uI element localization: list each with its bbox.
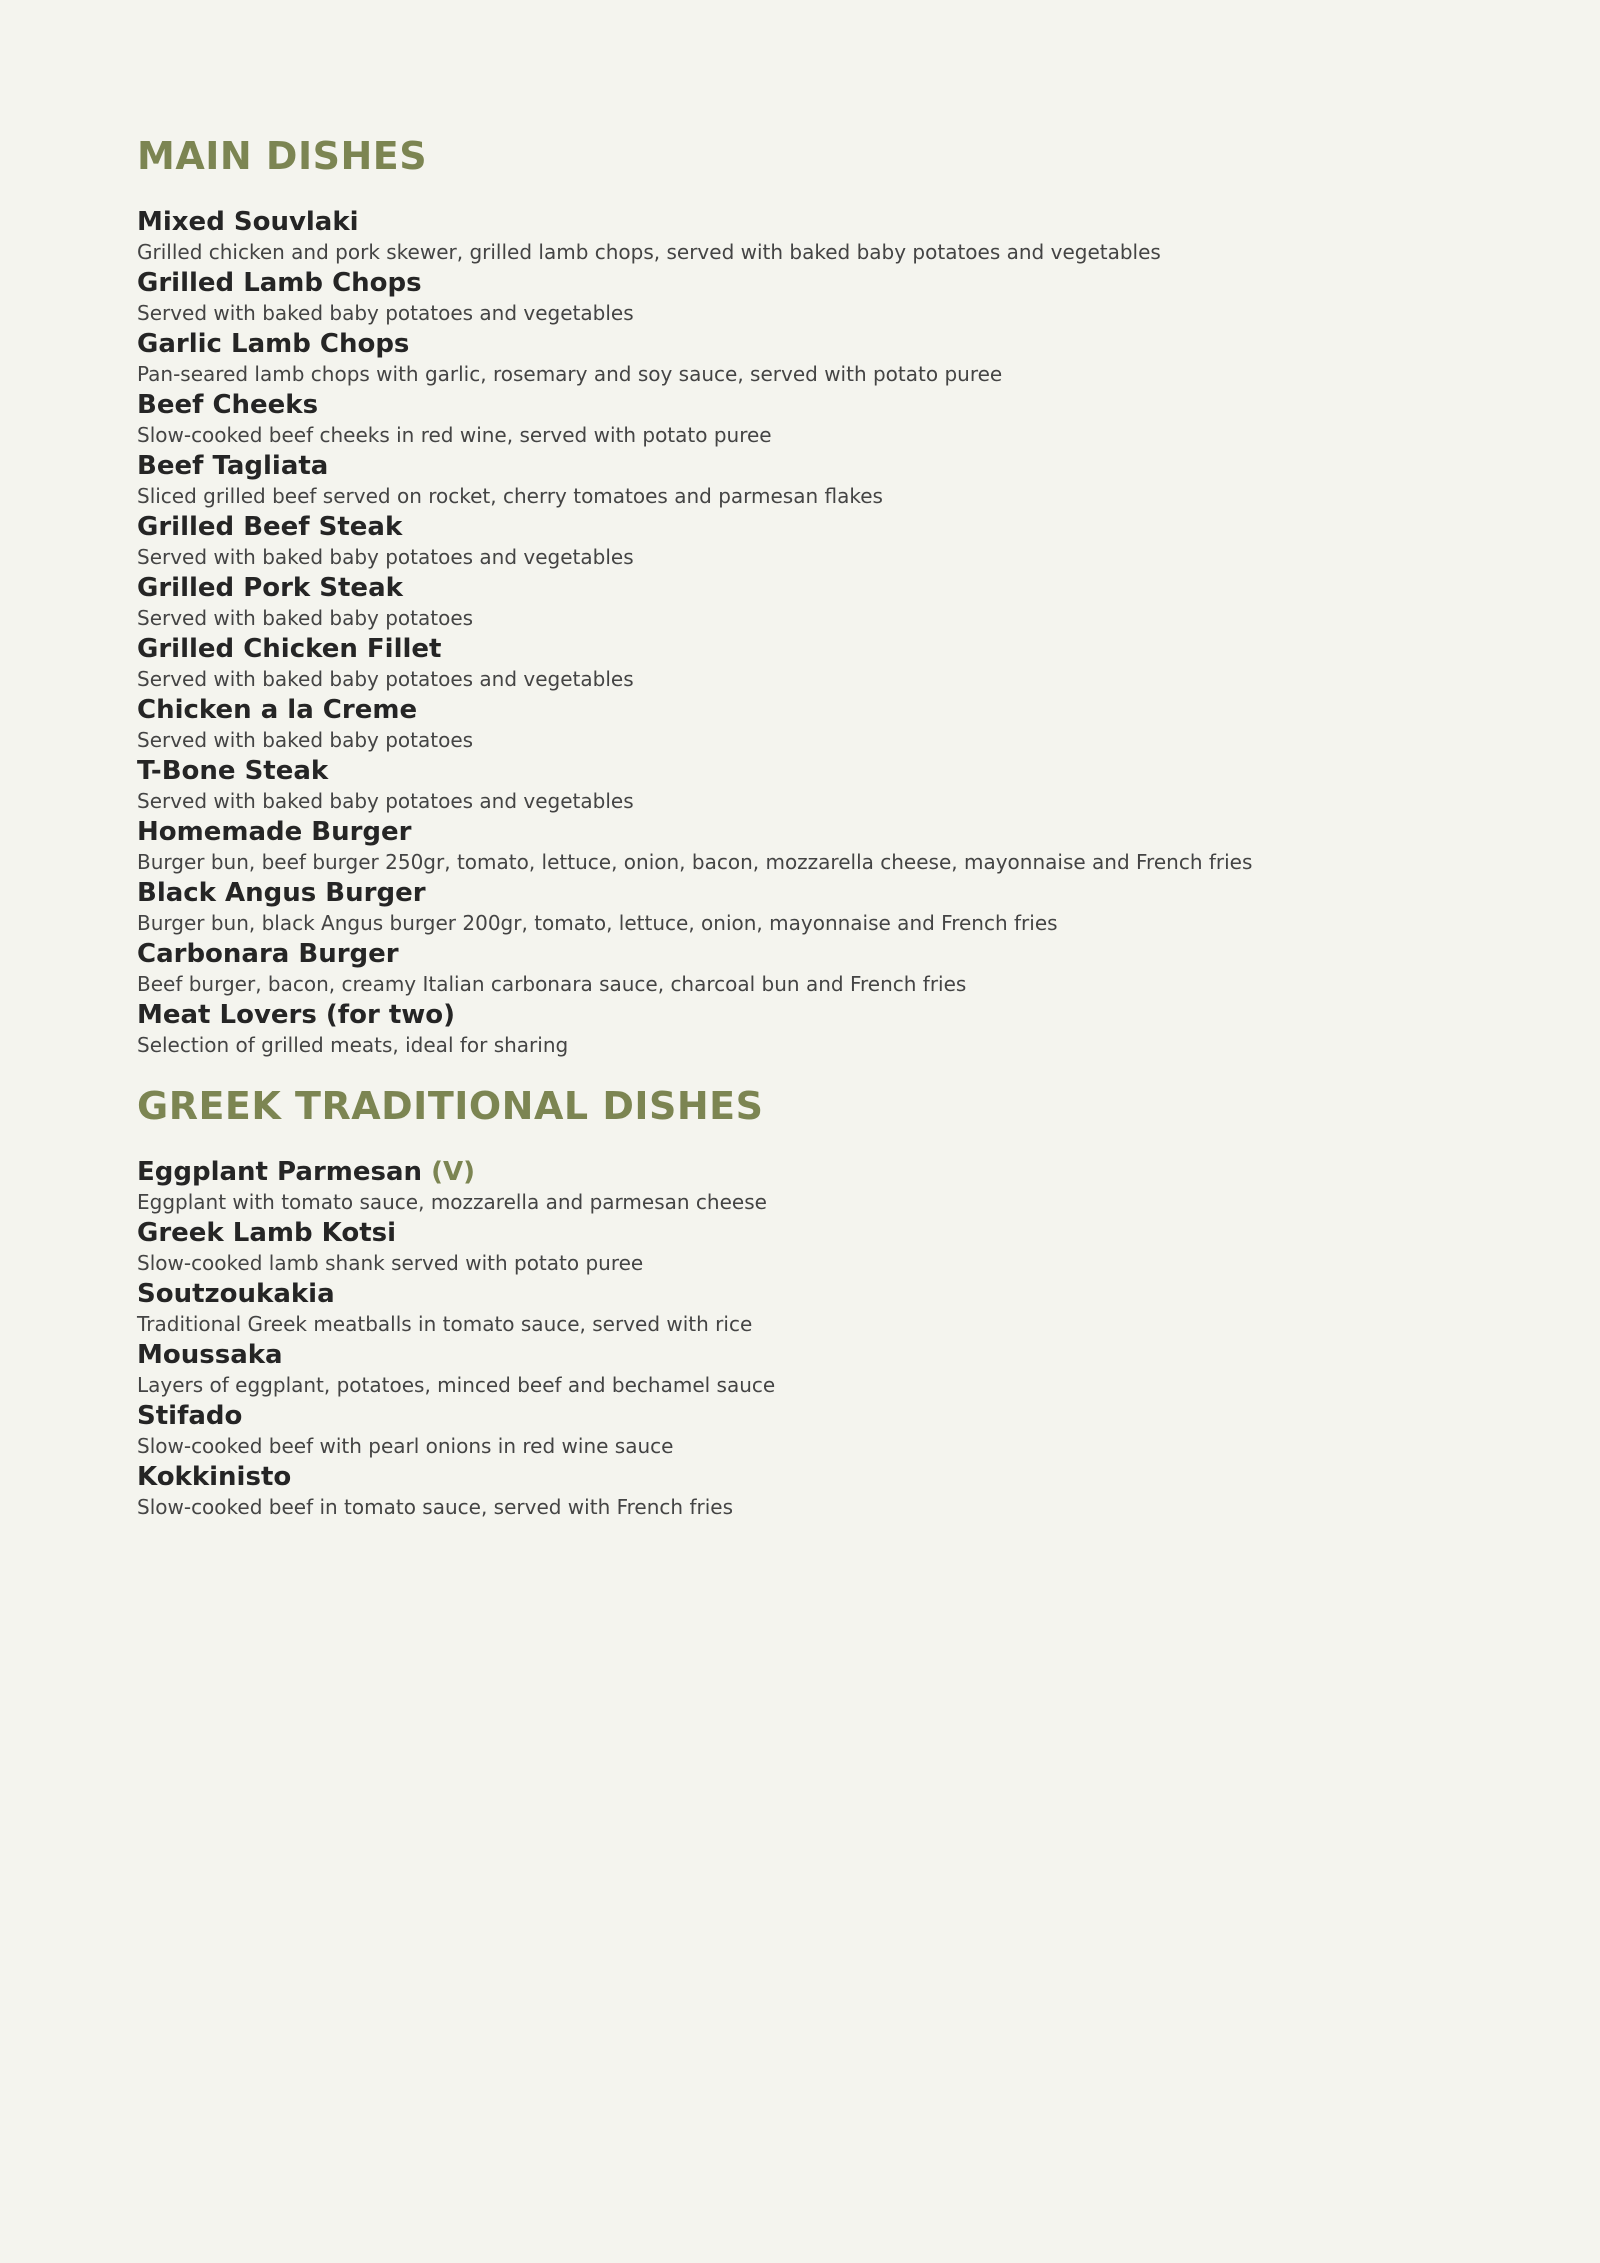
menu-item	[137, 877, 1477, 938]
menu-item-name: Chicken a la Creme	[137, 695, 418, 725]
menu-item-name: Grilled Pork Steak	[137, 573, 403, 603]
menu-item	[137, 938, 1477, 999]
menu-item-name: T-Bone Steak	[137, 756, 329, 786]
menu-item-name: Moussaka	[137, 1340, 283, 1370]
menu-section	[137, 1078, 1477, 1522]
menu-item-description: Slow-cooked beef cheeks in red wine, served with potato puree	[137, 423, 772, 447]
menu-item-title-row	[137, 1156, 1477, 1188]
menu-item-description: Slow-cooked beef in tomato sauce, served with French fries	[137, 1495, 733, 1519]
menu-item-description: Served with baked baby potatoes and vegetables	[137, 789, 634, 813]
menu-item-description: Grilled chicken and pork skewer, grilled lamb chops, served with baked baby potatoes and vegetables	[137, 240, 1161, 264]
menu-item-title-row	[137, 1339, 1477, 1371]
menu-item	[137, 999, 1477, 1060]
menu-item	[137, 694, 1477, 755]
menu-item-description: Sliced grilled beef served on rocket, cherry tomatoes and parmesan flakes	[137, 484, 883, 508]
section-heading: GREEK TRADITIONAL DISHES	[137, 1084, 764, 1128]
menu-item	[137, 328, 1477, 389]
menu-item-title-row	[137, 877, 1477, 909]
menu-item-name: Eggplant Parmesan	[137, 1157, 423, 1187]
menu-item-title-row	[137, 389, 1477, 421]
menu-page	[137, 128, 1477, 1522]
menu-item-name: Grilled Lamb Chops	[137, 268, 422, 298]
menu-item-description: Selection of grilled meats, ideal for sharing	[137, 1033, 569, 1057]
menu-item-description: Served with baked baby potatoes and vegetables	[137, 545, 634, 569]
vegetarian-tag: (V)	[431, 1157, 475, 1187]
menu-item-description: Slow-cooked lamb shank served with potato puree	[137, 1251, 644, 1275]
menu-item-name: Carbonara Burger	[137, 939, 399, 969]
menu-item-name: Kokkinisto	[137, 1462, 292, 1492]
menu-item-title-row	[137, 511, 1477, 543]
menu-item-description: Served with baked baby potatoes	[137, 728, 474, 752]
menu-item-name: Mixed Souvlaki	[137, 207, 359, 237]
menu-item-description: Layers of eggplant, potatoes, minced beef and bechamel sauce	[137, 1373, 776, 1397]
menu-item	[137, 633, 1477, 694]
menu-item-description: Served with baked baby potatoes and vegetables	[137, 667, 634, 691]
menu-item-title-row	[137, 1278, 1477, 1310]
menu-item-name: Meat Lovers (for two)	[137, 1000, 456, 1030]
menu-item-title-row	[137, 206, 1477, 238]
menu-item-description: Burger bun, beef burger 250gr, tomato, lettuce, onion, bacon, mozzarella cheese, mayonnaise and French fries	[137, 850, 1253, 874]
menu-item-description: Pan-seared lamb chops with garlic, rosemary and soy sauce, served with potato puree	[137, 362, 1003, 386]
menu-item-title-row	[137, 267, 1477, 299]
menu-item-name: Beef Tagliata	[137, 451, 329, 481]
menu-item	[137, 816, 1477, 877]
menu-item-title-row	[137, 1217, 1477, 1249]
menu-item-description: Eggplant with tomato sauce, mozzarella and parmesan cheese	[137, 1190, 767, 1214]
menu-item	[137, 267, 1477, 328]
menu-item-title-row	[137, 450, 1477, 482]
menu-item-name: Garlic Lamb Chops	[137, 329, 410, 359]
section-heading: MAIN DISHES	[137, 134, 428, 178]
menu-item-title-row	[137, 1461, 1477, 1493]
menu-item-name: Grilled Chicken Fillet	[137, 634, 442, 664]
menu-item	[137, 511, 1477, 572]
menu-item-title-row	[137, 694, 1477, 726]
menu-item-title-row	[137, 999, 1477, 1031]
menu-item-name: Grilled Beef Steak	[137, 512, 403, 542]
menu-item-name: Soutzoukakia	[137, 1279, 335, 1309]
menu-item	[137, 450, 1477, 511]
menu-section	[137, 128, 1477, 1060]
menu-item	[137, 1278, 1477, 1339]
menu-item	[137, 1217, 1477, 1278]
menu-item-name: Stifado	[137, 1401, 243, 1431]
menu-item-description: Traditional Greek meatballs in tomato sauce, served with rice	[137, 1312, 753, 1336]
menu-item-title-row	[137, 755, 1477, 787]
menu-item-description: Slow-cooked beef with pearl onions in red wine sauce	[137, 1434, 674, 1458]
menu-item	[137, 206, 1477, 267]
menu-item-description: Burger bun, black Angus burger 200gr, tomato, lettuce, onion, mayonnaise and French fries	[137, 911, 1058, 935]
menu-item-name: Homemade Burger	[137, 817, 412, 847]
menu-item	[137, 572, 1477, 633]
menu-item-title-row	[137, 572, 1477, 604]
menu-item	[137, 755, 1477, 816]
menu-item-name: Greek Lamb Kotsi	[137, 1218, 397, 1248]
menu-item-description: Beef burger, bacon, creamy Italian carbonara sauce, charcoal bun and French fries	[137, 972, 967, 996]
menu-item-title-row	[137, 816, 1477, 848]
menu-item	[137, 389, 1477, 450]
menu-item	[137, 1156, 1477, 1217]
menu-item-title-row	[137, 328, 1477, 360]
menu-item-name: Beef Cheeks	[137, 390, 319, 420]
menu-item	[137, 1339, 1477, 1400]
menu-item-title-row	[137, 1400, 1477, 1432]
menu-item	[137, 1461, 1477, 1522]
menu-item	[137, 1400, 1477, 1461]
menu-item-title-row	[137, 633, 1477, 665]
menu-item-description: Served with baked baby potatoes and vegetables	[137, 301, 634, 325]
menu-item-name: Black Angus Burger	[137, 878, 426, 908]
menu-item-description: Served with baked baby potatoes	[137, 606, 474, 630]
menu-item-title-row	[137, 938, 1477, 970]
